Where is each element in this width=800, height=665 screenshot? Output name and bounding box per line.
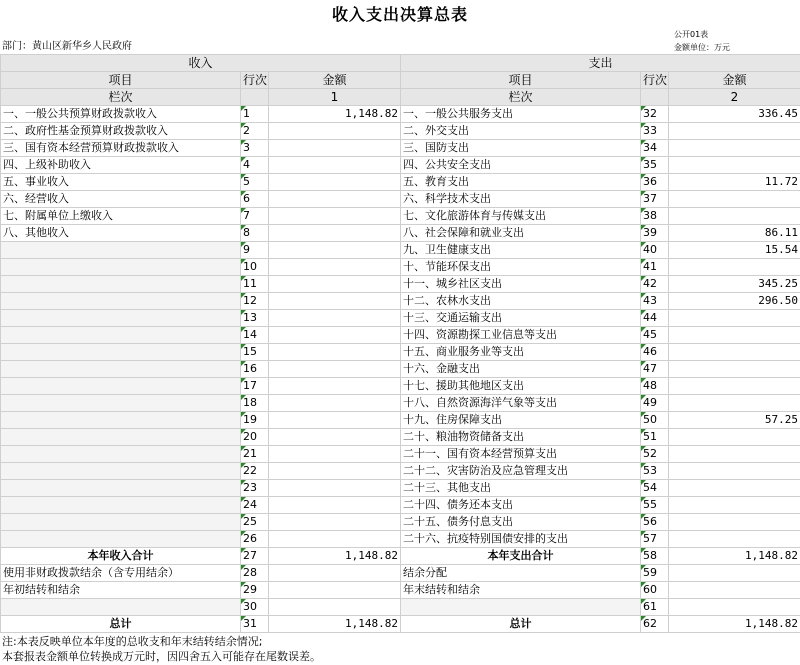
expense-row-number: 43	[641, 293, 669, 310]
table-row	[1, 446, 800, 463]
income-row-number: 12	[241, 293, 269, 310]
department-label: 部门：黄山区新华乡人民政府	[2, 41, 132, 52]
expense-item: 十三、交通运输支出	[401, 310, 641, 327]
expense-row-number: 45	[641, 327, 669, 344]
expense-item: 本年支出合计	[401, 548, 641, 565]
expense-row-number: 53	[641, 463, 669, 480]
income-row-number: 10	[241, 259, 269, 276]
table-row	[1, 480, 800, 497]
expense-amount: 57.25	[669, 412, 800, 429]
income-amount	[269, 157, 401, 174]
income-amount-header: 金额	[269, 72, 401, 89]
expense-row-number: 54	[641, 480, 669, 497]
expense-item: 八、社会保障和就业支出	[401, 225, 641, 242]
income-amount	[269, 565, 401, 582]
table-row	[1, 276, 800, 293]
expense-item: 十二、农林水支出	[401, 293, 641, 310]
income-amount	[269, 208, 401, 225]
table-row	[1, 106, 800, 123]
income-row-number: 4	[241, 157, 269, 174]
income-amount	[269, 463, 401, 480]
expense-col-blank	[641, 89, 669, 106]
expense-item: 二十二、灾害防治及应急管理支出	[401, 463, 641, 480]
income-row-number: 24	[241, 497, 269, 514]
income-item: 四、上级补助收入	[1, 157, 241, 174]
expense-amount: 296.50	[669, 293, 800, 310]
income-amount	[269, 599, 401, 616]
income-item	[1, 310, 241, 327]
expense-row-number: 39	[641, 225, 669, 242]
table-row	[1, 123, 800, 140]
expense-row-number: 36	[641, 174, 669, 191]
expense-row-number: 49	[641, 395, 669, 412]
income-row-number: 14	[241, 327, 269, 344]
income-item	[1, 429, 241, 446]
income-amount	[269, 582, 401, 599]
income-amount	[269, 480, 401, 497]
income-row-number: 7	[241, 208, 269, 225]
income-row-number: 16	[241, 361, 269, 378]
expense-item: 二十三、其他支出	[401, 480, 641, 497]
income-item-header: 项目	[1, 72, 241, 89]
income-amount	[269, 361, 401, 378]
table-row	[1, 395, 800, 412]
report-title: 收入支出决算总表	[331, 5, 468, 24]
expense-row-number: 56	[641, 514, 669, 531]
expense-item: 七、文化旅游体育与传媒支出	[401, 208, 641, 225]
income-row-number: 11	[241, 276, 269, 293]
expense-row-number: 52	[641, 446, 669, 463]
expense-row-number: 50	[641, 412, 669, 429]
income-item	[1, 463, 241, 480]
expense-amount	[669, 463, 800, 480]
income-amount	[269, 429, 401, 446]
expense-amount	[669, 140, 800, 157]
expense-amount: 86.11	[669, 225, 800, 242]
expense-amount	[669, 327, 800, 344]
expense-row-number: 47	[641, 361, 669, 378]
income-item	[1, 446, 241, 463]
expense-row-number: 44	[641, 310, 669, 327]
income-item	[1, 242, 241, 259]
table-row	[1, 327, 800, 344]
income-row-number: 25	[241, 514, 269, 531]
income-item: 八、其他收入	[1, 225, 241, 242]
expense-amount	[669, 565, 800, 582]
expense-item: 二十五、债务付息支出	[401, 514, 641, 531]
income-item: 一、一般公共预算财政拨款收入	[1, 106, 241, 123]
income-item: 使用非财政拨款结余（含专用结余）	[1, 565, 241, 582]
income-item: 二、政府性基金预算财政拨款收入	[1, 123, 241, 140]
income-row-number: 15	[241, 344, 269, 361]
income-item	[1, 412, 241, 429]
table-row	[1, 616, 800, 633]
table-row	[1, 565, 800, 582]
footnotes	[2, 634, 321, 664]
expense-amount	[669, 191, 800, 208]
income-row-number: 1	[241, 106, 269, 123]
income-amount	[269, 497, 401, 514]
table-row	[1, 140, 800, 157]
table-row	[1, 429, 800, 446]
income-amount	[269, 242, 401, 259]
table-row	[1, 514, 800, 531]
expense-section-header: 支出	[401, 55, 800, 72]
expense-row-number: 37	[641, 191, 669, 208]
expense-item: 十九、住房保障支出	[401, 412, 641, 429]
expense-amount: 1,148.82	[669, 548, 800, 565]
table-row	[1, 208, 800, 225]
income-amount	[269, 276, 401, 293]
form-code: 公开01表	[674, 30, 709, 39]
income-amount	[269, 378, 401, 395]
expense-item: 二十四、债务还本支出	[401, 497, 641, 514]
income-amount	[269, 531, 401, 548]
expense-item-header: 项目	[401, 72, 641, 89]
income-row-number: 28	[241, 565, 269, 582]
income-row-number: 21	[241, 446, 269, 463]
expense-amount	[669, 497, 800, 514]
table-row	[1, 531, 800, 548]
income-item	[1, 497, 241, 514]
expense-row-number: 35	[641, 157, 669, 174]
income-row-number: 6	[241, 191, 269, 208]
income-row-number: 26	[241, 531, 269, 548]
expense-item: 十四、资源勘探工业信息等支出	[401, 327, 641, 344]
income-amount: 1,148.82	[269, 548, 401, 565]
expense-item: 十、节能环保支出	[401, 259, 641, 276]
expense-item: 四、公共安全支出	[401, 157, 641, 174]
expense-amount	[669, 123, 800, 140]
income-row-header: 行次	[241, 72, 269, 89]
expense-amount	[669, 157, 800, 174]
expense-amount	[669, 429, 800, 446]
unit-label: 金额单位：万元	[674, 43, 730, 52]
income-item	[1, 395, 241, 412]
expense-amount	[669, 531, 800, 548]
income-col-number: 1	[269, 89, 401, 106]
income-item	[1, 378, 241, 395]
expense-row-number: 34	[641, 140, 669, 157]
expense-row-number: 57	[641, 531, 669, 548]
income-amount	[269, 514, 401, 531]
expense-amount	[669, 395, 800, 412]
income-amount	[269, 293, 401, 310]
expense-item: 十七、援助其他地区支出	[401, 378, 641, 395]
income-item	[1, 344, 241, 361]
income-item: 六、经营收入	[1, 191, 241, 208]
income-amount	[269, 310, 401, 327]
expense-row-number: 55	[641, 497, 669, 514]
income-row-number: 18	[241, 395, 269, 412]
income-row-number: 13	[241, 310, 269, 327]
expense-amount	[669, 259, 800, 276]
expense-row-number: 59	[641, 565, 669, 582]
expense-amount: 345.25	[669, 276, 800, 293]
expense-row-number: 58	[641, 548, 669, 565]
expense-amount	[669, 310, 800, 327]
expense-item: 二十、粮油物资储备支出	[401, 429, 641, 446]
table-row	[1, 259, 800, 276]
income-amount	[269, 225, 401, 242]
table-row	[1, 463, 800, 480]
table-row	[1, 293, 800, 310]
expense-amount: 11.72	[669, 174, 800, 191]
income-amount	[269, 191, 401, 208]
footnote-line: 注:本表反映单位本年度的总收支和年末结转结余情况;	[2, 635, 263, 648]
table-row	[1, 225, 800, 242]
income-item: 七、附属单位上缴收入	[1, 208, 241, 225]
expense-row-number: 42	[641, 276, 669, 293]
income-expense-table	[0, 54, 800, 633]
income-row-number: 20	[241, 429, 269, 446]
income-row-number: 19	[241, 412, 269, 429]
income-item: 三、国有资本经营预算财政拨款收入	[1, 140, 241, 157]
expense-amount	[669, 599, 800, 616]
income-amount: 1,148.82	[269, 106, 401, 123]
income-amount	[269, 446, 401, 463]
table-row	[1, 310, 800, 327]
table-row	[1, 174, 800, 191]
income-row-number: 8	[241, 225, 269, 242]
income-amount	[269, 327, 401, 344]
expense-amount	[669, 378, 800, 395]
expense-item: 十八、自然资源海洋气象等支出	[401, 395, 641, 412]
table-row	[1, 599, 800, 616]
income-row-number: 27	[241, 548, 269, 565]
table-row	[1, 378, 800, 395]
expense-row-number: 32	[641, 106, 669, 123]
expense-row-number: 41	[641, 259, 669, 276]
income-row-number: 23	[241, 480, 269, 497]
income-amount	[269, 412, 401, 429]
income-amount	[269, 140, 401, 157]
expense-amount	[669, 514, 800, 531]
expense-row-number: 61	[641, 599, 669, 616]
income-amount	[269, 344, 401, 361]
expense-item: 九、卫生健康支出	[401, 242, 641, 259]
table-row	[1, 548, 800, 565]
income-row-number: 3	[241, 140, 269, 157]
income-row-number: 2	[241, 123, 269, 140]
expense-amount-header: 金额	[669, 72, 800, 89]
expense-amount	[669, 208, 800, 225]
income-item: 总计	[1, 616, 241, 633]
income-item	[1, 259, 241, 276]
expense-amount	[669, 344, 800, 361]
income-row-number: 29	[241, 582, 269, 599]
income-item	[1, 327, 241, 344]
income-col-label: 栏次	[1, 89, 241, 106]
expense-row-header: 行次	[641, 72, 669, 89]
expense-item: 结余分配	[401, 565, 641, 582]
expense-amount	[669, 361, 800, 378]
expense-amount: 15.54	[669, 242, 800, 259]
table-row	[1, 582, 800, 599]
expense-row-number: 46	[641, 344, 669, 361]
expense-amount	[669, 480, 800, 497]
expense-row-number: 48	[641, 378, 669, 395]
expense-item: 五、教育支出	[401, 174, 641, 191]
table-row	[1, 412, 800, 429]
income-amount	[269, 395, 401, 412]
income-item	[1, 293, 241, 310]
expense-amount	[669, 582, 800, 599]
income-amount	[269, 123, 401, 140]
income-amount	[269, 259, 401, 276]
expense-item: 十六、金融支出	[401, 361, 641, 378]
income-item	[1, 276, 241, 293]
income-item: 年初结转和结余	[1, 582, 241, 599]
expense-item: 二十六、抗疫特别国债安排的支出	[401, 531, 641, 548]
expense-row-number: 60	[641, 582, 669, 599]
expense-row-number: 38	[641, 208, 669, 225]
table-row	[1, 157, 800, 174]
table-row	[1, 191, 800, 208]
expense-item	[401, 599, 641, 616]
expense-amount: 1,148.82	[669, 616, 800, 633]
expense-amount	[669, 446, 800, 463]
income-item	[1, 361, 241, 378]
income-row-number: 30	[241, 599, 269, 616]
income-row-number: 22	[241, 463, 269, 480]
expense-row-number: 33	[641, 123, 669, 140]
income-row-number: 5	[241, 174, 269, 191]
expense-item: 一、一般公共服务支出	[401, 106, 641, 123]
table-row	[1, 497, 800, 514]
income-item	[1, 514, 241, 531]
expense-row-number: 62	[641, 616, 669, 633]
income-section-header: 收入	[1, 55, 401, 72]
expense-row-number: 40	[641, 242, 669, 259]
expense-item: 二、外交支出	[401, 123, 641, 140]
income-item: 五、事业收入	[1, 174, 241, 191]
income-item	[1, 599, 241, 616]
expense-row-number: 51	[641, 429, 669, 446]
expense-item: 二十一、国有资本经营预算支出	[401, 446, 641, 463]
expense-item: 总计	[401, 616, 641, 633]
income-amount	[269, 174, 401, 191]
table-row	[1, 242, 800, 259]
income-row-number: 17	[241, 378, 269, 395]
income-item: 本年收入合计	[1, 548, 241, 565]
income-row-number: 9	[241, 242, 269, 259]
expense-item: 十一、城乡社区支出	[401, 276, 641, 293]
expense-item: 年末结转和结余	[401, 582, 641, 599]
expense-item: 十五、商业服务业等支出	[401, 344, 641, 361]
expense-item: 六、科学技术支出	[401, 191, 641, 208]
footnote-line: 本套报表金额单位转换成万元时，因四舍五入可能存在尾数误差。	[2, 650, 321, 663]
income-row-number: 31	[241, 616, 269, 633]
income-item	[1, 480, 241, 497]
expense-col-number: 2	[669, 89, 800, 106]
income-amount: 1,148.82	[269, 616, 401, 633]
income-col-blank	[241, 89, 269, 106]
expense-amount: 336.45	[669, 106, 800, 123]
table-row	[1, 344, 800, 361]
expense-col-label: 栏次	[401, 89, 641, 106]
income-item	[1, 531, 241, 548]
expense-item: 三、国防支出	[401, 140, 641, 157]
table-row	[1, 361, 800, 378]
